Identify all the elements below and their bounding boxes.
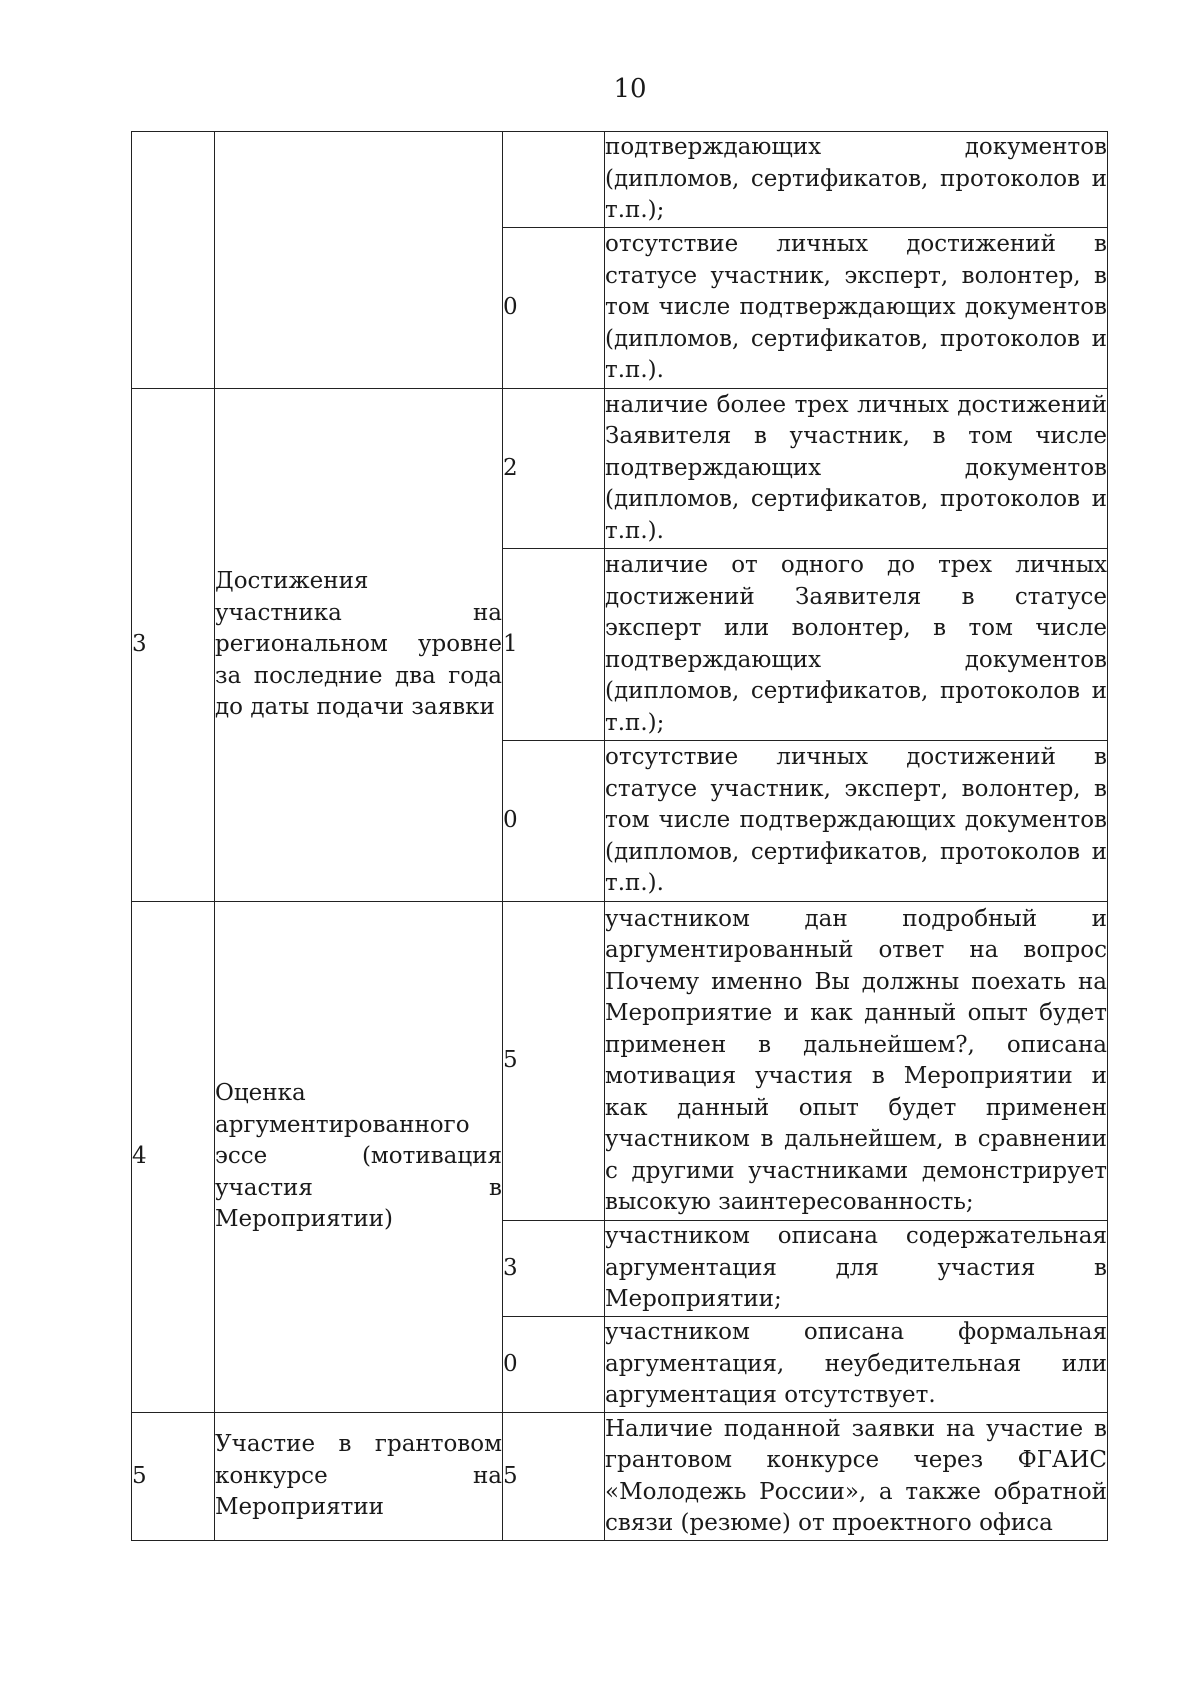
criteria-table [131,131,1108,1541]
criterion-number: 3 [132,389,215,902]
score-description: отсутствие личных достижений в статусе участник, эксперт, волонтер, в том числе подтверждающих документов (дипломов, сертификатов, протоколов и т.п.). [605,228,1108,389]
criterion-number [132,132,215,389]
score-description: наличие от одного до трех личных достижений Заявителя в статусе эксперт или волонтер, в том числе подтверждающих документов (дипломов, сертификатов, протоколов и т.п.); [605,549,1108,741]
score-cell: 2 [503,389,605,549]
criterion-name: Достижения участника на региональном уровне за последние два года до даты подачи заявки [215,389,503,902]
score-cell: 1 [503,549,605,741]
score-cell [503,132,605,228]
table-row [132,389,1108,549]
criterion-number: 4 [132,902,215,1413]
table-row [132,902,1108,1221]
table-row [132,132,1108,228]
score-description: отсутствие личных достижений в статусе участник, эксперт, волонтер, в том числе подтверждающих документов (дипломов, сертификатов, протоколов и т.п.). [605,741,1108,902]
score-description: участником описана содержательная аргументация для участия в Мероприятии; [605,1221,1108,1317]
score-description: наличие более трех личных достижений Заявителя в участник, в том числе подтверждающих документов (дипломов, сертификатов, протоколов и т.п.). [605,389,1108,549]
score-description: участником описана формальная аргументация, неубедительная или аргументация отсутствует. [605,1317,1108,1413]
criterion-name: Оценка аргументированного эссе (мотивация участия в Мероприятии) [215,902,503,1413]
criterion-name [215,132,503,389]
score-cell: 5 [503,1413,605,1541]
criterion-number: 5 [132,1413,215,1541]
score-description: участником дан подробный и аргументированный ответ на вопрос Почему именно Вы должны поехать на Мероприятие и как данный опыт будет применен в дальнейшем?, описана мотивация участия в Мероприятии и как данный опыт будет применен участником в дальнейшем, в сравнении с другими участниками демонстрирует высокую заинтересованность; [605,902,1108,1221]
criterion-name: Участие в грантовом конкурсе на Мероприятии [215,1413,503,1541]
score-description: Наличие поданной заявки на участие в грантовом конкурсе через ФГАИС «Молодежь России», а также обратной связи (резюме) от проектного офиса [605,1413,1108,1541]
score-cell: 3 [503,1221,605,1317]
score-cell: 0 [503,741,605,902]
score-cell: 0 [503,1317,605,1413]
score-cell: 5 [503,902,605,1221]
score-cell: 0 [503,228,605,389]
page-number: 10 [613,74,647,104]
score-description: подтверждающих документов (дипломов, сертификатов, протоколов и т.п.); [605,132,1108,228]
table-row [132,1413,1108,1541]
